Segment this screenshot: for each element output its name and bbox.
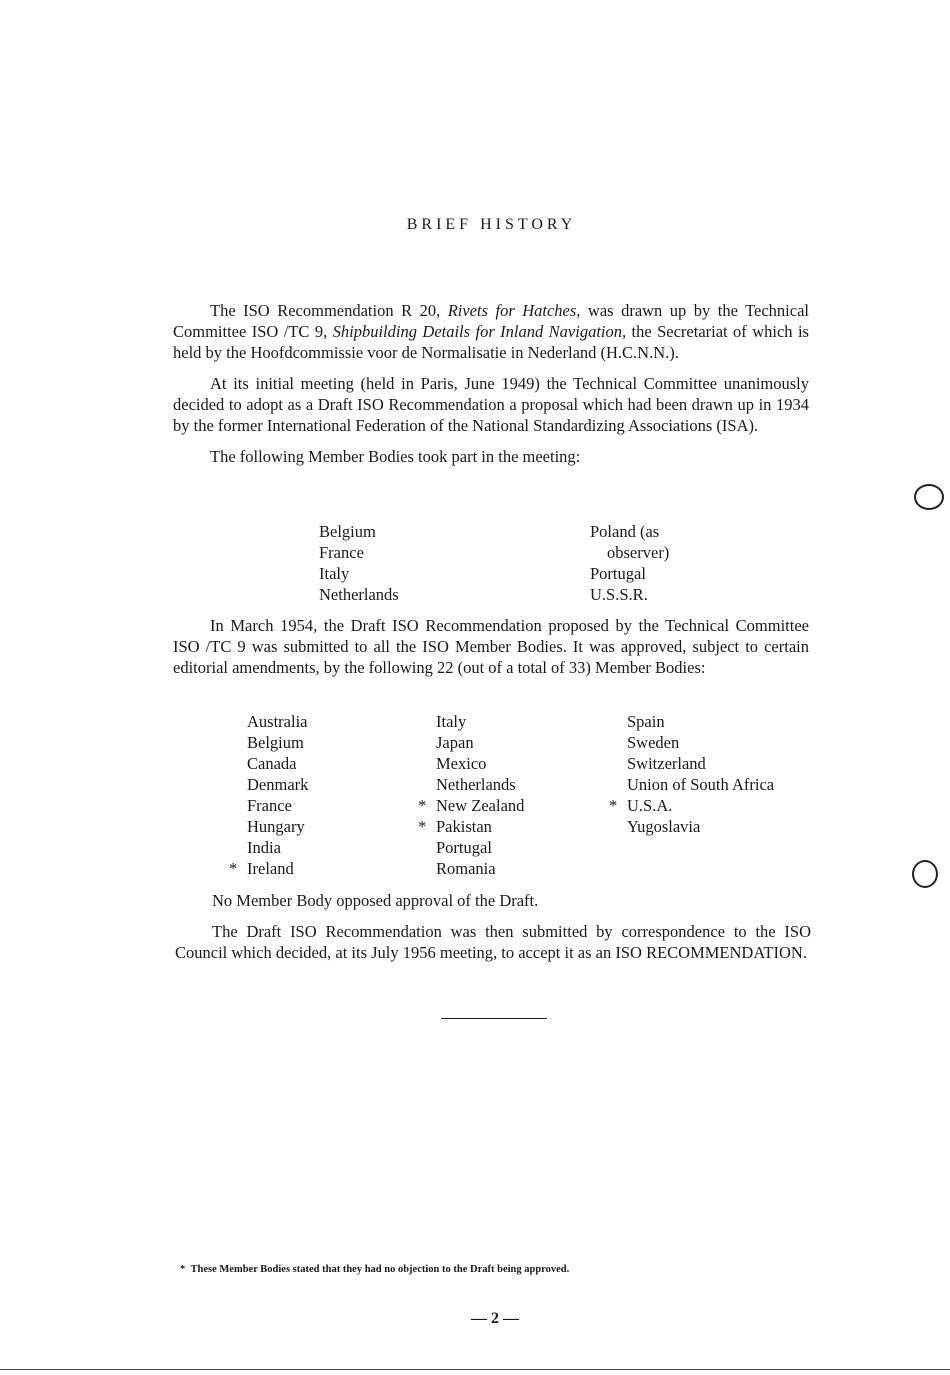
list-item: Spain	[627, 712, 665, 731]
list-item: Netherlands	[319, 585, 399, 604]
vote-section	[173, 615, 809, 678]
list-item: Romania	[436, 859, 496, 878]
list-item: Australia	[247, 712, 308, 731]
page-number: — 2 —	[471, 1310, 519, 1327]
approving-members-col-2	[418, 711, 525, 879]
list-item: * Ireland	[229, 859, 294, 878]
list-item: Italy	[319, 564, 350, 583]
meeting-members-col-2	[590, 521, 669, 605]
footnote-marker: *	[418, 817, 427, 836]
paragraph-initial-meeting: At its initial meeting (held in Paris, June 1949) the Technical Committee unanimously decided to adopt as a Draft ISO Recommendation a proposal which had been drawn up in 1934 by the former International Federation of the National Standardizing Associations (ISA).	[173, 374, 809, 435]
section-divider	[441, 1018, 547, 1019]
list-item: Mexico	[436, 754, 487, 773]
intro-section	[173, 300, 809, 467]
approving-members-col-3	[609, 711, 775, 837]
list-item: India	[247, 838, 281, 857]
list-item: France	[247, 796, 292, 815]
conclusion-section	[175, 890, 811, 963]
list-item: Sweden	[627, 733, 680, 752]
punch-hole-icon	[912, 860, 938, 888]
list-item: Switzerland	[627, 754, 706, 773]
paragraph-origin: The ISO Recommendation R 20, Rivets for Hatches, was drawn up by the Technical Committee ISO /TC 9, Shipbuilding Details for Inland Navigation, the Secretariat of which is held by the Hoofdcommissie voor de Normalisatie in Nederland (H.C.N.N.).	[173, 301, 809, 362]
paragraph-vote: In March 1954, the Draft ISO Recommendation proposed by the Technical Committee ISO /TC 9 was submitted to all the ISO Member Bodies. It was approved, subject to certain editorial amendments, by the following 22 (out of a total of 33) Member Bodies:	[173, 616, 809, 677]
footnote-marker: *	[609, 796, 618, 815]
approving-members-col-1	[229, 711, 309, 879]
list-item: Hungary	[247, 817, 305, 836]
list-item: Poland (as	[590, 522, 660, 541]
list-item: Japan	[436, 733, 474, 752]
list-item: France	[319, 543, 364, 562]
footnote-marker: *	[418, 796, 427, 815]
footnote: * These Member Bodies stated that they had no objection to the Draft being approved.	[180, 1264, 570, 1275]
list-item: Union of South Africa	[627, 775, 775, 794]
page-title: BRIEF HISTORY	[406, 216, 577, 233]
list-item: Canada	[247, 754, 297, 773]
paragraph-no-opposition: No Member Body opposed approval of the Draft.	[212, 891, 539, 910]
punch-hole-icon	[914, 484, 944, 510]
list-item: Portugal	[436, 838, 492, 857]
meeting-members-col-1	[319, 521, 399, 605]
list-item: U.S.S.R.	[590, 585, 648, 604]
list-item: * U.S.A.	[609, 796, 673, 815]
list-item: Portugal	[590, 564, 646, 583]
list-item: Yugoslavia	[627, 817, 701, 836]
paragraph-meeting-members: The following Member Bodies took part in the meeting:	[210, 447, 581, 466]
list-item: observer)	[607, 543, 670, 562]
footnote-marker: *	[180, 1264, 186, 1275]
list-item: Denmark	[247, 775, 309, 794]
list-item: Netherlands	[436, 775, 516, 794]
list-item: * Pakistan	[418, 817, 492, 836]
list-item: Belgium	[247, 733, 304, 752]
paragraph-council-acceptance: The Draft ISO Recommendation was then submitted by correspondence to the ISO Council which decided, at its July 1956 meeting, to accept it as an ISO RECOMMENDATION.	[175, 922, 811, 962]
scan-edge-line	[0, 1369, 950, 1370]
list-item: * New Zealand	[418, 796, 525, 815]
list-item: Italy	[436, 712, 467, 731]
footnote-marker: *	[229, 859, 238, 878]
list-item: Belgium	[319, 522, 376, 541]
